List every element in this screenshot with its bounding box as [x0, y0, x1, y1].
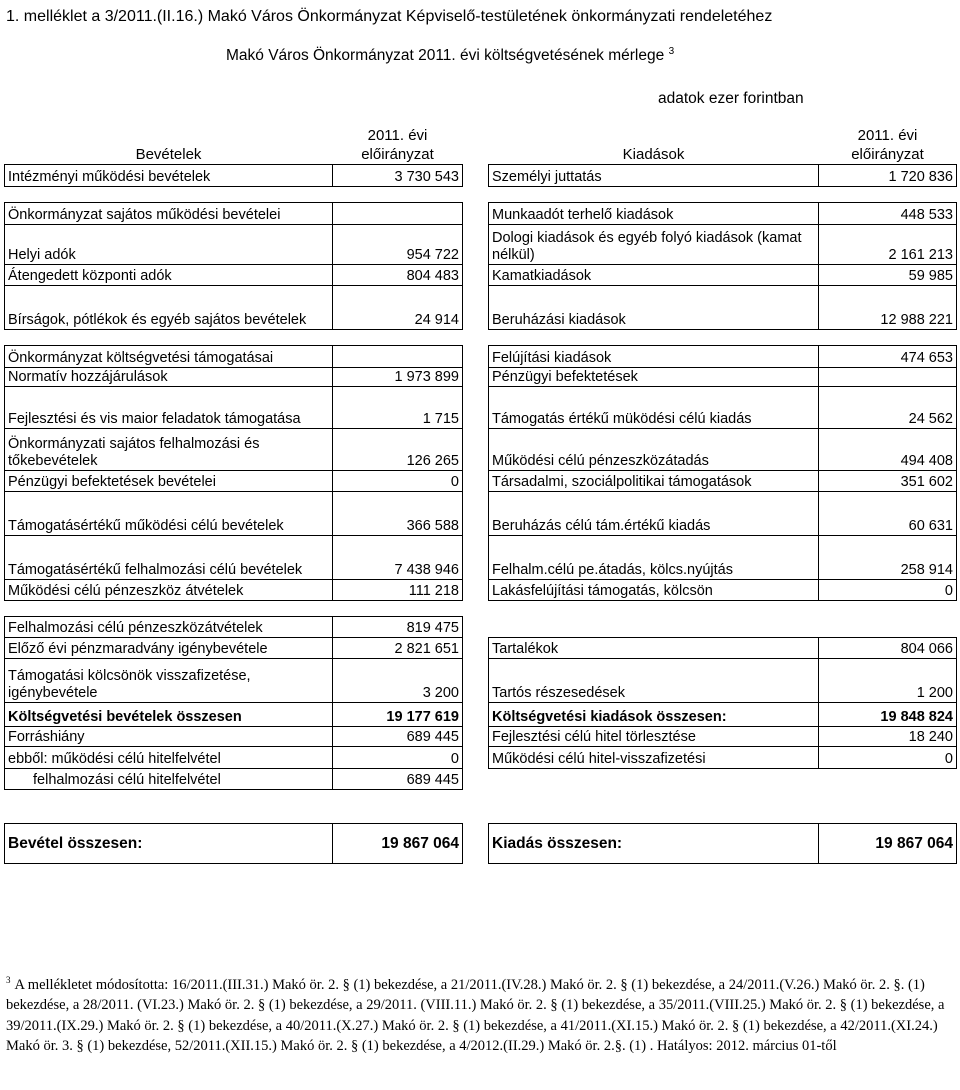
- expense-label: [489, 616, 819, 637]
- table-row: [5, 535, 957, 579]
- table-row: [5, 386, 957, 428]
- units-note: adatok ezer forintban: [658, 90, 804, 107]
- expense-label: Tartós részesedések: [489, 658, 819, 702]
- footnote-reference: 3: [668, 46, 675, 57]
- expense-value: 804 066: [819, 637, 957, 658]
- expense-label: Működési célú pénzeszközátadás: [489, 428, 819, 470]
- income-total-label: Bevétel összesen:: [5, 823, 333, 863]
- expense-label: [489, 768, 819, 789]
- income-value: 0: [333, 746, 463, 768]
- expense-value: 2 161 213: [819, 224, 957, 264]
- expense-value: 0: [819, 579, 957, 600]
- expense-label: Munkaadót terhelő kiadások: [489, 202, 819, 224]
- expense-value: [819, 367, 957, 386]
- table-row: [5, 658, 957, 702]
- expense-total-label: Kiadás összesen:: [489, 823, 819, 863]
- expense-value: 474 653: [819, 345, 957, 367]
- table-row: [5, 164, 957, 186]
- expense-value: 60 631: [819, 491, 957, 535]
- footnote-text: A mellékletet módosította: 16/2011.(III.31.) Makó ör. 2. § (1) bekezdése, a 21/2011.(IV.28.) Makó ör. 2. § (1) bekezdése, a 24/2011.(V.26.) Makó ör. 2. §. (1) bekezdése, a 28/2011. (VI.23.) Makó ör. 2. § (1) bekezdése, a 29/2011. (VIII.11.) Makó ör. 2. § (1) bekezdése, a 35/2011.(VIII.25.) Makó ör. 2. § (1) bekezdése, a 39/2011.(IX.29.) Makó ör. 2. § (1) bekezdése, a 40/2011.(X.27.) Makó ör. 2. § (1) bekezdése, a 41/2011.(XI.15.) Makó ör. 2. § (1) bekezdése, a 42/2011.(XI.24.) Makó ör. 3. § (1) bekezdése, 52/2011.(XII.15.) Makó ör. 2. § (1) bekezdése, a 4/2012.(II.29.) Makó ör. 2.§. (1) . Hatályos: 2012. március 01-től: [6, 976, 945, 1055]
- income-value: 111 218: [333, 579, 463, 600]
- table-row: [5, 768, 957, 789]
- footnote-mark: 3: [6, 975, 11, 985]
- income-label: felhalmozási célú hitelfelvétel: [5, 768, 333, 789]
- table-row: [5, 637, 957, 658]
- income-label: Forráshiány: [5, 726, 333, 746]
- expense-subtotal-value: 19 848 824: [819, 702, 957, 726]
- income-value: 1 715: [333, 386, 463, 428]
- expense-value: 18 240: [819, 726, 957, 746]
- income-label: Előző évi pénzmaradvány igénybevétele: [5, 637, 333, 658]
- income-value: 3 730 543: [333, 164, 463, 186]
- table-row: [5, 345, 957, 367]
- income-label: Fejlesztési és vis maior feladatok támogatása: [5, 386, 333, 428]
- income-value: 2 821 651: [333, 637, 463, 658]
- table-row: [5, 264, 957, 285]
- expense-value: 24 562: [819, 386, 957, 428]
- income-label: Intézményi működési bevételek: [5, 164, 333, 186]
- income-value: 24 914: [333, 285, 463, 329]
- income-value: 0: [333, 470, 463, 491]
- income-value: 7 438 946: [333, 535, 463, 579]
- expense-value: [819, 768, 957, 789]
- income-value: 689 445: [333, 726, 463, 746]
- income-label: Bírságok, pótlékok és egyéb sajátos bevételek: [5, 285, 333, 329]
- income-label: Helyi adók: [5, 224, 333, 264]
- income-label: Átengedett központi adók: [5, 264, 333, 285]
- table-row: [5, 491, 957, 535]
- expense-value: 59 985: [819, 264, 957, 285]
- income-subtotal-value: 19 177 619: [333, 702, 463, 726]
- income-subtotal-label: Költségvetési bevételek összesen: [5, 702, 333, 726]
- expense-value: 351 602: [819, 470, 957, 491]
- document-subtitle: [226, 46, 674, 65]
- expense-label: Kamatkiadások: [489, 264, 819, 285]
- expense-plan-column-header: 2011. évi előirányzat: [851, 126, 924, 163]
- subtitle-text: Makó Város Önkormányzat 2011. évi költségvetésének mérlege: [226, 47, 665, 65]
- expense-label: Dologi kiadások és egyéb folyó kiadások (kamat nélkül): [489, 224, 819, 264]
- table-row: [5, 579, 957, 600]
- income-value: 689 445: [333, 768, 463, 789]
- table-header-row: [5, 118, 957, 164]
- budget-balance-table: [4, 118, 957, 864]
- expense-total-value: 19 867 064: [819, 823, 957, 863]
- income-value: [333, 202, 463, 224]
- expense-label: Lakásfelújítási támogatás, kölcsön: [489, 579, 819, 600]
- expense-label: Társadalmi, szociálpolitikai támogatások: [489, 470, 819, 491]
- income-label: Támogatásértékű felhalmozási célú bevételek: [5, 535, 333, 579]
- table-row: [5, 726, 957, 746]
- income-label: Támogatási kölcsönök visszafizetése, igénybevétele: [5, 658, 333, 702]
- expense-column-header: Kiadások: [622, 145, 685, 163]
- income-label: Felhalmozási célú pénzeszközátvételek: [5, 616, 333, 637]
- footnote: [6, 970, 954, 1057]
- income-label: Pénzügyi befektetések bevételei: [5, 470, 333, 491]
- expense-label: Személyi juttatás: [489, 164, 819, 186]
- income-value: 3 200: [333, 658, 463, 702]
- expense-value: 258 914: [819, 535, 957, 579]
- subtotal-row: [5, 702, 957, 726]
- income-label: Önkormányzati sajátos felhalmozási és tőkebevételek: [5, 428, 333, 470]
- income-label: Támogatásértékű működési célú bevételek: [5, 491, 333, 535]
- income-label: Működési célú pénzeszköz átvételek: [5, 579, 333, 600]
- table-row: [5, 428, 957, 470]
- document-title: 1. melléklet a 3/2011.(II.16.) Makó Város Önkormányzat Képviselő-testületének önkormányzati rendeletéhez: [6, 8, 773, 25]
- income-value: 1 973 899: [333, 367, 463, 386]
- income-total-value: 19 867 064: [333, 823, 463, 863]
- expense-label: Pénzügyi befektetések: [489, 367, 819, 386]
- income-value: [333, 345, 463, 367]
- income-label: ebből: működési célú hitelfelvétel: [5, 746, 333, 768]
- income-column-header: Bevételek: [135, 145, 202, 163]
- expense-value: 1 200: [819, 658, 957, 702]
- expense-label: Fejlesztési célú hitel törlesztése: [489, 726, 819, 746]
- table-row: [5, 746, 957, 768]
- expense-label: Működési célú hitel-visszafizetési: [489, 746, 819, 768]
- table-row: [5, 285, 957, 329]
- expense-label: Támogatás értékű müködési célú kiadás: [489, 386, 819, 428]
- expense-value: 12 988 221: [819, 285, 957, 329]
- table-row: [5, 470, 957, 491]
- table-row: [5, 616, 957, 637]
- expense-label: Felújítási kiadások: [489, 345, 819, 367]
- income-value: 954 722: [333, 224, 463, 264]
- expense-value: 1 720 836: [819, 164, 957, 186]
- income-value: 366 588: [333, 491, 463, 535]
- expense-label: Beruházási kiadások: [489, 285, 819, 329]
- income-value: 804 483: [333, 264, 463, 285]
- expense-label: Tartalékok: [489, 637, 819, 658]
- income-label: Normatív hozzájárulások: [5, 367, 333, 386]
- table-row: [5, 224, 957, 264]
- income-label: Önkormányzat sajátos működési bevételei: [5, 202, 333, 224]
- income-value: 819 475: [333, 616, 463, 637]
- table-row: [5, 367, 957, 386]
- income-value: 126 265: [333, 428, 463, 470]
- income-plan-column-header: 2011. évi előirányzat: [361, 126, 434, 163]
- expense-value: 448 533: [819, 202, 957, 224]
- expense-value: 494 408: [819, 428, 957, 470]
- table-row: [5, 202, 957, 224]
- expense-value: 0: [819, 746, 957, 768]
- expense-subtotal-label: Költségvetési kiadások összesen:: [489, 702, 819, 726]
- income-label: Önkormányzat költségvetési támogatásai: [5, 345, 333, 367]
- grand-total-row: [5, 823, 957, 863]
- expense-label: Beruházás célú tám.értékű kiadás: [489, 491, 819, 535]
- expense-value: [819, 616, 957, 637]
- expense-label: Felhalm.célú pe.átadás, kölcs.nyújtás: [489, 535, 819, 579]
